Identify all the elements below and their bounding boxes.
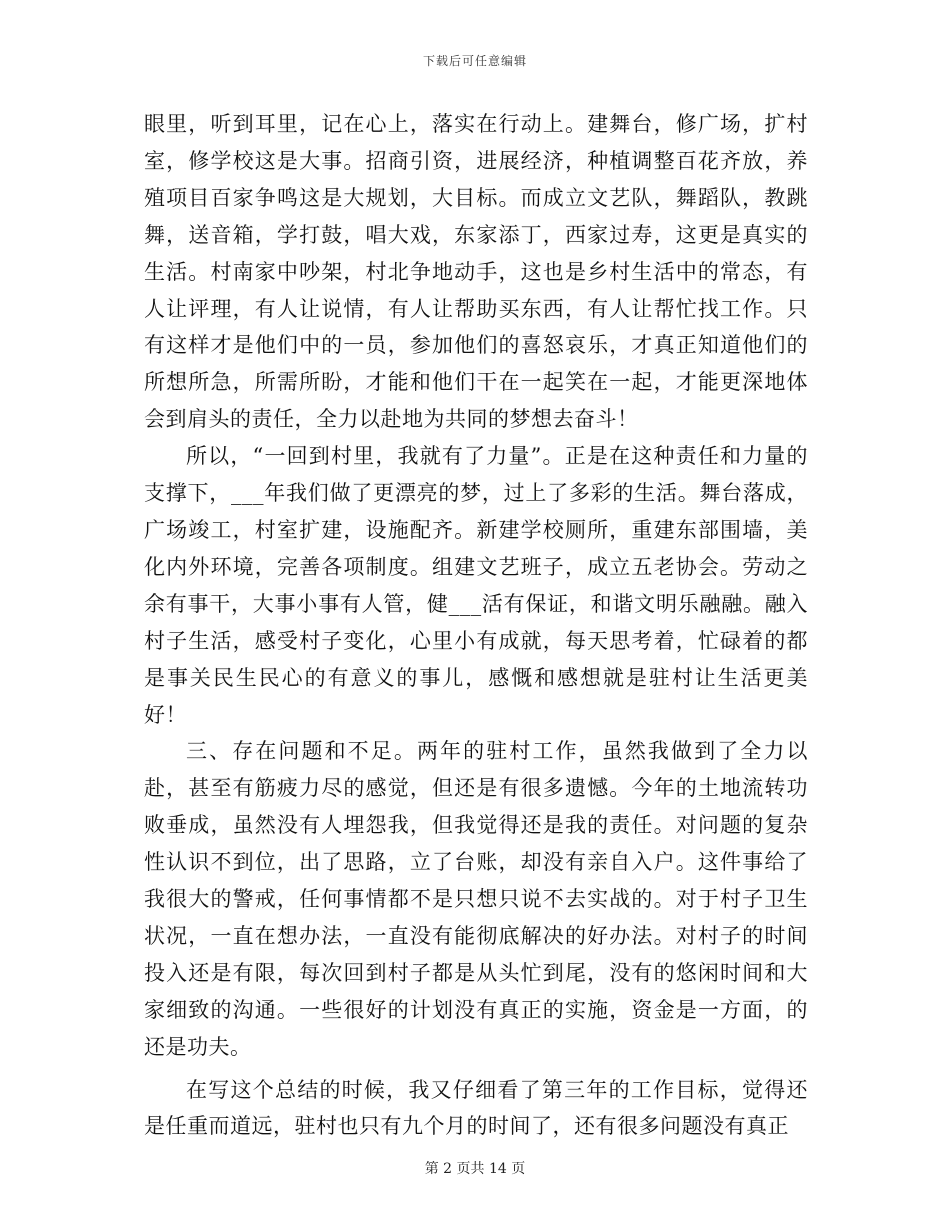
- page-header: 下载后可任意编辑: [422, 54, 527, 68]
- document-body: [144, 106, 808, 1145]
- paragraph-summary: 在写这个总结的时候，我又仔细看了第三年的工作目标，觉得还是任重而道远，驻村也只有九个月的时间了，还有很多问题没有真正: [144, 1077, 808, 1139]
- page-number-footer: 第 2 页共 14 页: [424, 1161, 526, 1177]
- paragraph-continuation: 眼里，听到耳里，记在心上，落实在行动上。建舞台，修广场，扩村室，修学校这是大事。招商引资，进展经济，种植调整百花齐放，养殖项目百家争鸣这是大规划，大目标。而成立文艺队，舞蹈队，教跳舞，送音箱，学打鼓，唱大戏，东家添丁，西家过寿，这更是真实的生活。村南家中吵架，村北争地动手，这也是乡村生活中的常态，有人让评理，有人让说情，有人让帮助买东西，有人让帮忙找工作。只有这样才是他们中的一员，参加他们的喜怒哀乐，才真正知道他们的所想所急，所需所盼，才能和他们干在一起笑在一起，才能更深地体会到肩头的责任，全力以赴地为共同的梦想去奋斗！: [144, 112, 808, 432]
- paragraph-problems: 三、存在问题和不足。两年的驻村工作，虽然我做到了全力以赴，甚至有筋疲力尽的感觉，但还是有很多遗憾。今年的土地流转功败垂成，虽然没有人埋怨我，但我觉得还是我的责任。对问题的复杂性认识不到位，出了思路，立了台账，却没有亲自入户。这件事给了我很大的警戒，任何事情都不是只想只说不去实战的。对于村子卫生状况，一直在想办法，一直没有能彻底解决的好办法。对村子的时间投入还是有限，每次回到村子都是从头忙到尾，没有的悠闲时间和大家细致的沟通。一些很好的计划没有真正的实施，资金是一方面，的还是功夫。: [144, 739, 808, 1059]
- paragraph-strength: 所以，“一回到村里，我就有了力量”。正是在这种责任和力量的支撑下，___年我们做了更漂亮的梦，过上了多彩的生活。舞台落成，广场竣工，村室扩建，设施配齐。新建学校厕所，重建东部围墙，美化内外环境，完善各项制度。组建文艺班子，成立五老协会。劳动之余有事干，大事小事有人管，健___活有保证，和谐文明乐融融。融入村子生活，感受村子变化，心里小有成就，每天思考着，忙碌着的都是事关民生民心的有意义的事儿，感慨和感想就是驻村让生活更美好！: [144, 444, 808, 727]
